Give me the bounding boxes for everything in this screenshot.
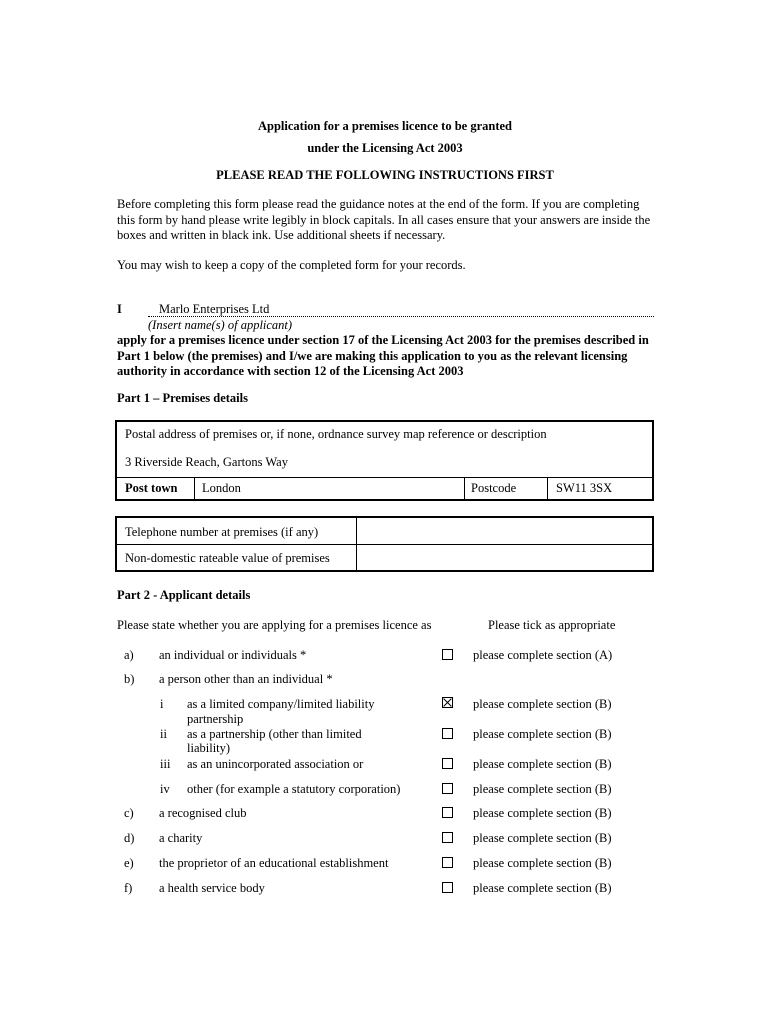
option-d-note: please complete section (B): [473, 831, 612, 845]
option-b-i-checkbox[interactable]: [442, 697, 453, 708]
applicant-type-question: Please state whether you are applying for a premises licence as: [117, 618, 432, 632]
option-f-checkbox[interactable]: [442, 882, 453, 893]
option-b-ii-label-line2: liability): [187, 741, 231, 755]
contact-column-divider: [356, 518, 357, 570]
form-title-line2: under the Licensing Act 2003: [307, 141, 463, 155]
address-field[interactable]: 3 Riverside Reach, Gartons Way: [125, 455, 288, 469]
option-f-label: a health service body: [159, 881, 265, 895]
option-b-iii-marker: iii: [160, 757, 171, 771]
option-b-i-marker: i: [160, 697, 164, 711]
post-town-divider: [194, 477, 195, 499]
option-a-marker: a): [124, 648, 134, 662]
option-b-i-note: please complete section (B): [473, 697, 612, 711]
option-e-checkbox[interactable]: [442, 857, 453, 868]
option-d-checkbox[interactable]: [442, 832, 453, 843]
premises-address-box: [115, 420, 654, 501]
postcode-left-divider: [464, 477, 465, 499]
applicant-name-field[interactable]: Marlo Enterprises Ltd: [159, 302, 270, 316]
post-town-field[interactable]: London: [202, 481, 241, 495]
option-b-iii-note: please complete section (B): [473, 757, 612, 771]
option-b-i-label-line1: as a limited company/limited liability: [187, 697, 375, 711]
postcode-field[interactable]: SW11 3SX: [556, 481, 613, 495]
premises-contact-box: [115, 516, 654, 572]
telephone-field[interactable]: [362, 525, 648, 541]
instructions-paragraph: Before completing this form please read the guidance notes at the end of the form. If you are completing this form by hand please write legibly in block capitals. In all cases ensure that your answers are inside the boxes and written in black ink. Use additional sheets if necessary.: [117, 197, 651, 242]
option-a-checkbox[interactable]: [442, 649, 453, 660]
rateable-value-label: Non-domestic rateable value of premises: [125, 551, 330, 565]
option-b-marker: b): [124, 672, 135, 686]
option-c-label: a recognised club: [159, 806, 247, 820]
option-a-note: please complete section (A): [473, 648, 613, 662]
part2-heading: Part 2 - Applicant details: [117, 588, 251, 602]
option-a-label: an individual or individuals *: [159, 648, 307, 662]
option-f-note: please complete section (B): [473, 881, 612, 895]
option-b-iv-label: other (for example a statutory corporation): [187, 782, 401, 796]
instructions-heading: PLEASE READ THE FOLLOWING INSTRUCTIONS FIRST: [216, 168, 554, 182]
option-d-marker: d): [124, 831, 135, 845]
option-b-iv-note: please complete section (B): [473, 782, 612, 796]
option-b-iv-checkbox[interactable]: [442, 783, 453, 794]
option-b-iv-marker: iv: [160, 782, 170, 796]
option-b-ii-checkbox[interactable]: [442, 728, 453, 739]
applicant-name-underline: [148, 316, 654, 317]
postcode-right-divider: [547, 477, 548, 499]
option-c-marker: c): [124, 806, 134, 820]
option-c-checkbox[interactable]: [442, 807, 453, 818]
rateable-value-field[interactable]: [362, 551, 648, 567]
option-b-ii-marker: ii: [160, 727, 167, 741]
application-statement: apply for a premises licence under section 17 of the Licensing Act 2003 for the premises described in Part 1 below (the premises) and I/we are making this application to you as the relevant licensing authority in accordance with section 12 of the Licensing Act 2003: [117, 333, 649, 378]
option-d-label: a charity: [159, 831, 203, 845]
telephone-label: Telephone number at premises (if any): [125, 525, 319, 539]
option-e-label: the proprietor of an educational establishment: [159, 856, 389, 870]
post-town-label: Post town: [125, 481, 178, 495]
tick-column-header: Please tick as appropriate: [488, 618, 616, 632]
option-c-note: please complete section (B): [473, 806, 612, 820]
part1-heading: Part 1 – Premises details: [117, 391, 248, 405]
option-b-i-label-line2: partnership: [187, 712, 244, 726]
option-b-label: a person other than an individual *: [159, 672, 333, 686]
applicant-name-caption: (Insert name(s) of applicant): [148, 318, 293, 332]
option-f-marker: f): [124, 881, 133, 895]
option-b-iii-checkbox[interactable]: [442, 758, 453, 769]
option-b-ii-note: please complete section (B): [473, 727, 612, 741]
postcode-label: Postcode: [471, 481, 517, 495]
option-b-ii-label-line1: as a partnership (other than limited: [187, 727, 362, 741]
contact-divider: [117, 544, 652, 545]
option-e-marker: e): [124, 856, 134, 870]
address-label: Postal address of premises or, if none, ordnance survey map reference or description: [125, 427, 547, 441]
option-e-note: please complete section (B): [473, 856, 612, 870]
form-title-line1: Application for a premises licence to be granted: [257, 119, 513, 133]
address-divider: [117, 477, 652, 478]
applicant-prefix: I: [117, 302, 122, 316]
keep-copy-note: You may wish to keep a copy of the completed form for your records.: [117, 258, 466, 272]
option-b-iii-label: as an unincorporated association or: [187, 757, 364, 771]
